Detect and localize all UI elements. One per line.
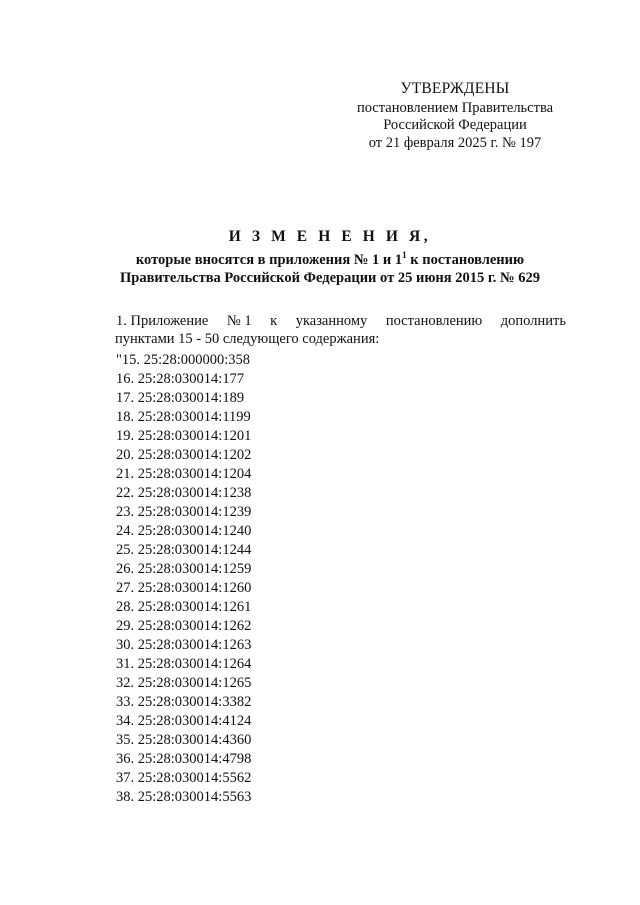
subtitle-line-1-before: которые вносятся в приложения № 1 и 1: [135, 252, 403, 268]
list-item: 24. 25:28:030014:1240: [116, 523, 252, 539]
intro-word: № 1: [226, 313, 252, 329]
intro-line-1: [116, 313, 566, 331]
list-item: "15. 25:28:000000:358: [116, 352, 251, 368]
intro-word: к: [270, 313, 278, 329]
list-item: 33. 25:28:030014:3382: [116, 694, 252, 710]
list-item: 28. 25:28:030014:1261: [116, 599, 252, 615]
list-item: 32. 25:28:030014:1265: [116, 675, 252, 691]
list-item: 26. 25:28:030014:1259: [116, 561, 252, 577]
intro-paragraph: [116, 313, 566, 348]
list-item: 17. 25:28:030014:189: [116, 390, 245, 406]
list-item: 34. 25:28:030014:4124: [116, 713, 252, 729]
intro-word: постановлению: [385, 313, 483, 329]
list-item: 16. 25:28:030014:177: [116, 371, 245, 387]
cadastral-number-list: [116, 351, 566, 807]
list-item: 29. 25:28:030014:1262: [116, 618, 252, 634]
list-item: 38. 25:28:030014:5563: [116, 789, 252, 805]
document-title-block: [60, 228, 600, 287]
intro-word: дополнить: [500, 313, 566, 329]
list-item: 36. 25:28:030014:4798: [116, 751, 252, 767]
list-item: 22. 25:28:030014:1238: [116, 485, 252, 501]
list-item: 37. 25:28:030014:5562: [116, 770, 252, 786]
subtitle-superscript: 1: [402, 250, 407, 261]
list-item: 27. 25:28:030014:1260: [116, 580, 252, 596]
list-item: 20. 25:28:030014:1202: [116, 447, 252, 463]
approval-line-3: от 21 февраля 2025 г. № 197: [368, 134, 542, 151]
list-item: 30. 25:28:030014:1263: [116, 637, 252, 653]
intro-word: 1. Приложение: [116, 313, 209, 329]
subtitle-line-2: Правительства Российской Федерации от 25 июня 2015 г. № 629: [120, 270, 540, 286]
approval-line-2: Российской Федерации: [383, 117, 527, 133]
subtitle-line-1: [60, 251, 600, 269]
document-subtitle: [60, 251, 600, 287]
list-item: 18. 25:28:030014:1199: [116, 409, 251, 425]
approval-stamp: [340, 80, 570, 152]
approval-line-1: постановлением Правительства: [356, 99, 554, 116]
list-item: 23. 25:28:030014:1239: [116, 504, 252, 520]
list-item: 25. 25:28:030014:1244: [116, 542, 252, 558]
list-item: 21. 25:28:030014:1204: [116, 466, 252, 482]
intro-line-2: пунктами 15 - 50 следующего содержания:: [115, 330, 380, 347]
intro-word: указанному: [295, 313, 368, 329]
subtitle-line-1-after: к постановлению: [406, 252, 525, 268]
list-item: 19. 25:28:030014:1201: [116, 428, 252, 444]
document-title: И З М Е Н Е Н И Я,: [228, 228, 432, 245]
list-item: 35. 25:28:030014:4360: [116, 732, 252, 748]
approval-heading: УТВЕРЖДЕНЫ: [400, 80, 510, 97]
list-item: 31. 25:28:030014:1264: [116, 656, 252, 672]
